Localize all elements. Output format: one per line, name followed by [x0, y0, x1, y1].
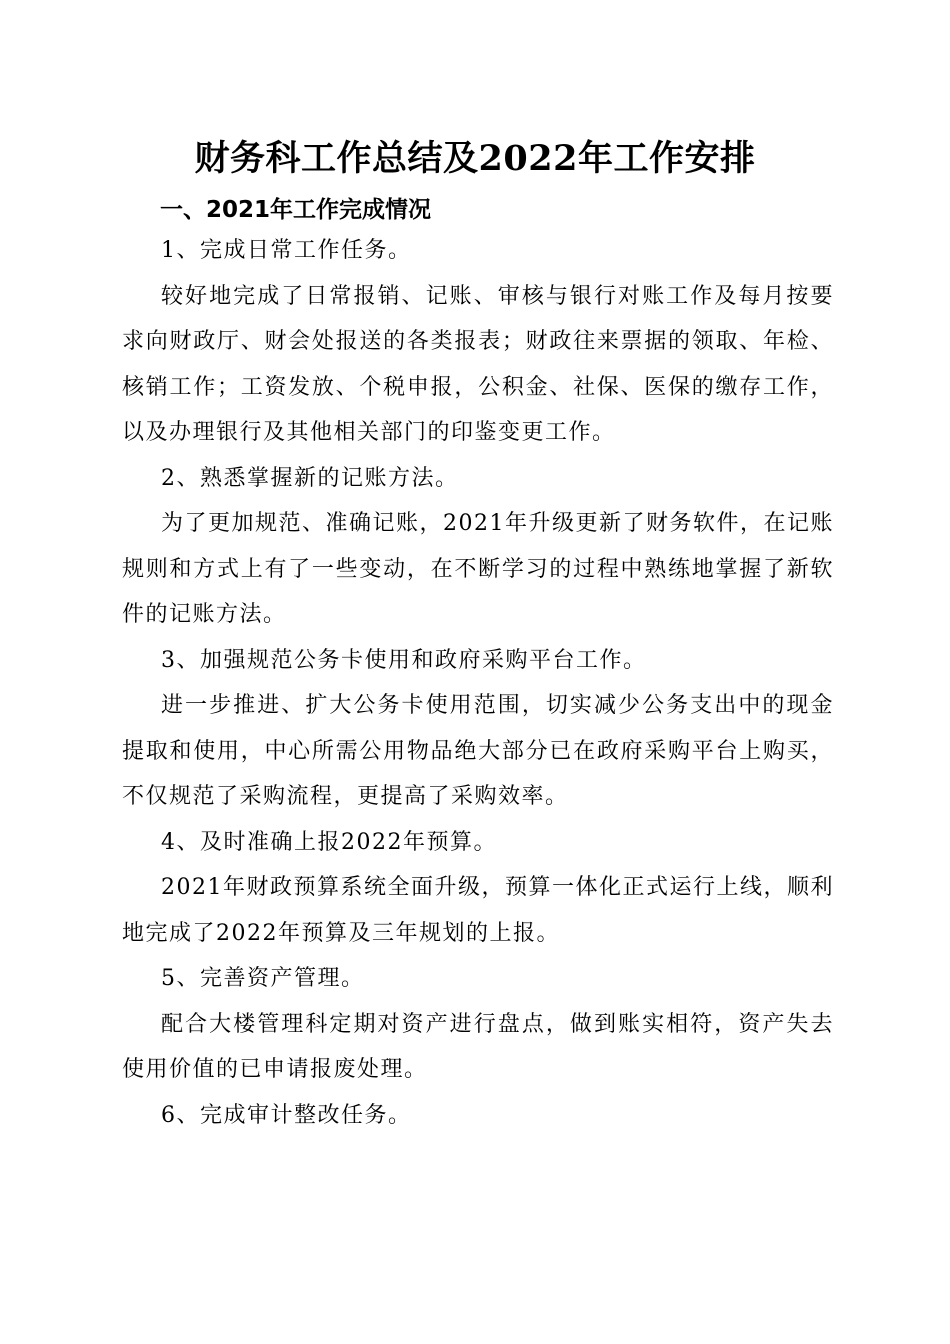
paragraph-1: 较好地完成了日常报销、记账、审核与银行对账工作及每月按要求向财政厅、财会处报送的各类报表；财政往来票据的领取、年检、核销工作；工资发放、个税申报，公积金、社保、医保的缴存工作，以及办理银行及其他相关部门的印鉴变更工作。: [122, 283, 834, 445]
paragraph-3: 进一步推进、扩大公务卡使用范围，切实减少公务支出中的现金提取和使用，中心所需公用物品绝大部分已在政府采购平台上购买，不仅规范了采购流程，更提高了采购效率。: [122, 693, 834, 809]
paragraph-4: 2021年财政预算系统全面升级，预算一体化正式运行上线，顺利地完成了2022年预算及三年规划的上报。: [122, 875, 834, 946]
item-heading-3: 3、加强规范公务卡使用和政府采购平台工作。: [161, 647, 647, 673]
item-heading-1: 1、完成日常工作任务。: [161, 238, 412, 263]
item-heading-5: 5、完善资产管理。: [161, 966, 365, 991]
section-heading: 一、2021年工作完成情况: [160, 197, 432, 223]
paragraph-2: 为了更加规范、准确记账，2021年升级更新了财务软件，在记账规则和方式上有了一些变动，在不断学习的过程中熟练地掌握了新软件的记账方法。: [122, 511, 834, 627]
item-heading-2: 2、熟悉掌握新的记账方法。: [161, 465, 459, 491]
item-heading-4: 4、及时准确上报2022年预算。: [161, 829, 497, 855]
paragraph-5: 配合大楼管理科定期对资产进行盘点，做到账实相符，资产失去使用价值的已申请报废处理。: [122, 1011, 834, 1082]
document-title: 财务科工作总结及2022年工作安排: [194, 138, 756, 179]
document-body: [122, 228, 834, 1138]
item-heading-6: 6、完成审计整改任务。: [161, 1102, 412, 1128]
